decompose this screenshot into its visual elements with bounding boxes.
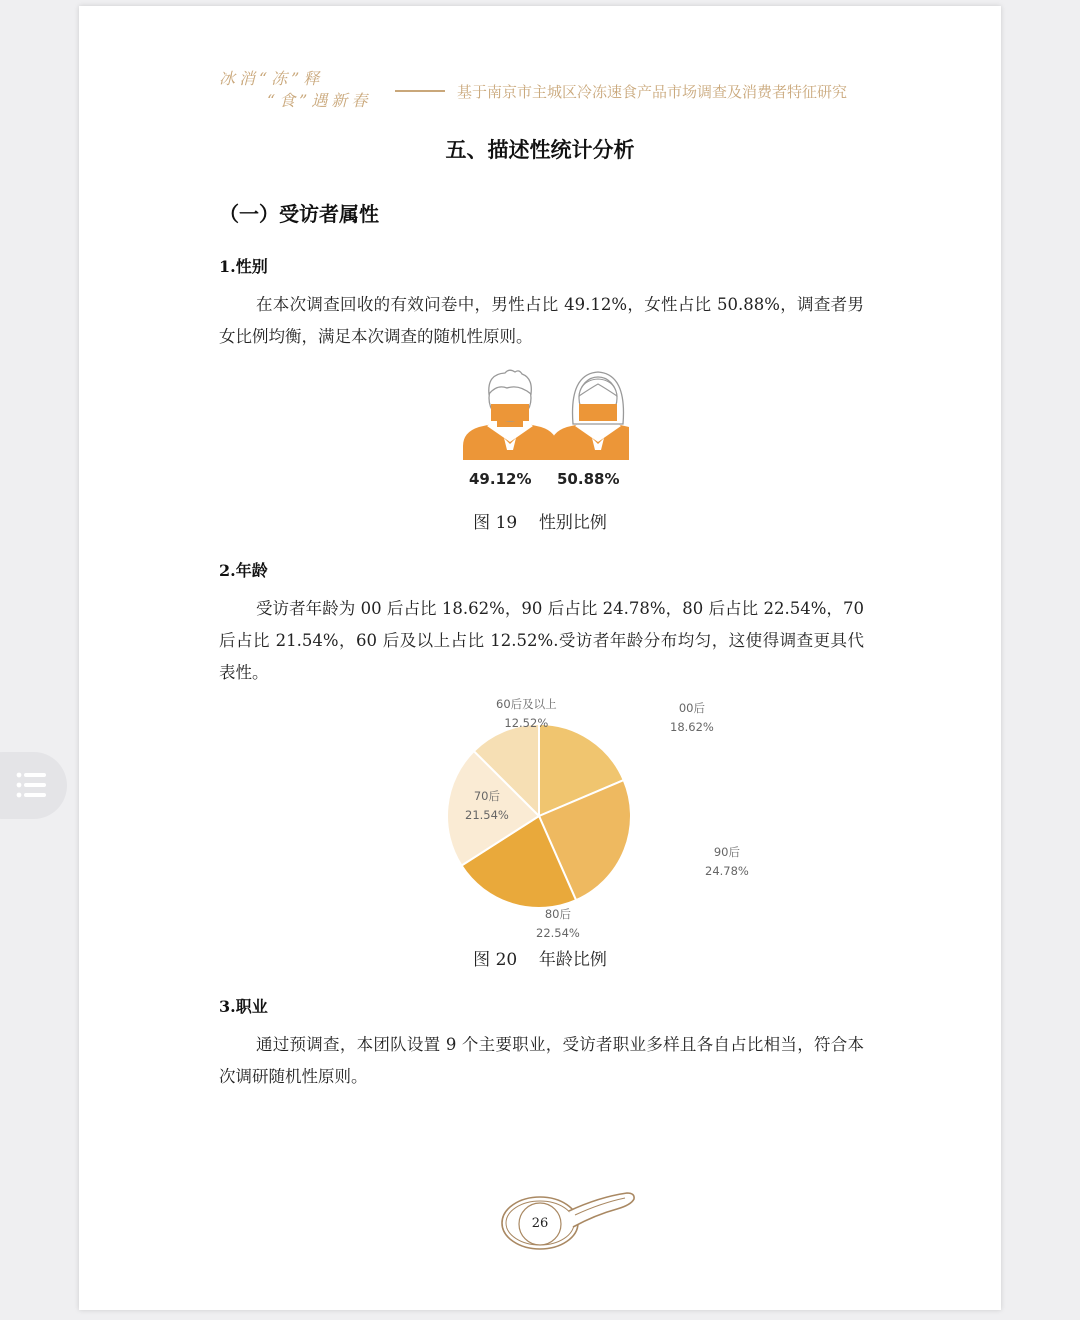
pie-label-value: 24.78% [705, 864, 749, 878]
page-number: 26 [531, 1216, 549, 1231]
occupation-heading: 3.职业 [219, 997, 268, 1016]
female-person-icon [551, 372, 629, 460]
age-heading: 2.年龄 [219, 561, 268, 580]
pie-label-60s-plus [496, 695, 557, 733]
pie-label-name: 70后 [473, 789, 500, 803]
pie-label-80s [536, 905, 580, 943]
figure-19-caption: 图 19 性别比例 [473, 513, 607, 533]
list-icon [16, 770, 48, 800]
pie-label-90s [705, 843, 749, 881]
male-person-icon [463, 370, 557, 460]
pie-label-name: 00后 [678, 701, 705, 715]
page-number-badge [499, 1191, 639, 1261]
pie-label-name: 90后 [713, 845, 740, 859]
pie-label-value: 12.52% [504, 716, 549, 730]
pie-label-value: 21.54% [465, 808, 509, 822]
pie-label-value: 18.62% [670, 720, 714, 734]
logo-line-1: 冰消“冻”释 [219, 69, 324, 88]
header-divider [395, 90, 445, 92]
header-subtitle: 基于南京市主城区冷冻速食产品市场调查及消费者特征研究 [457, 83, 848, 101]
header-logo [219, 64, 394, 112]
document-page [79, 6, 1001, 1310]
age-paragraph: 受访者年龄为 00 后占比 18.62%，90 后占比 24.78%，80 后占比 22.54%，70 后占比 21.54%，60 后及以上占比 12.52%.受访者年龄分布均匀，这使得调查更具代表性。 [219, 599, 864, 682]
female-percentage: 50.88% [557, 470, 620, 488]
male-percentage: 49.12% [469, 470, 532, 488]
age-pie-chart [389, 690, 749, 946]
gender-heading: 1.性别 [219, 257, 268, 276]
subsection-title: （一）受访者属性 [219, 202, 379, 226]
section-title: 五、描述性统计分析 [445, 138, 635, 162]
pie-label-70s [465, 787, 509, 825]
toc-side-tab[interactable] [0, 752, 67, 819]
pie-label-name: 80后 [544, 907, 571, 921]
logo-line-2: “食”遇新春 [267, 91, 372, 110]
occupation-paragraph: 通过预调查，本团队设置 9 个主要职业，受访者职业多样且各自占比相当，符合本次调研随机性原则。 [219, 1035, 864, 1086]
figure-20-caption: 图 20 年龄比例 [473, 950, 607, 970]
pie-label-00s [670, 699, 714, 737]
pie-label-name: 60后及以上 [496, 697, 557, 711]
gender-paragraph: 在本次调查回收的有效问卷中，男性占比 49.12%，女性占比 50.88%，调查者男女比例均衡，满足本次调查的随机性原则。 [219, 295, 864, 346]
pie-label-value: 22.54% [536, 926, 580, 940]
